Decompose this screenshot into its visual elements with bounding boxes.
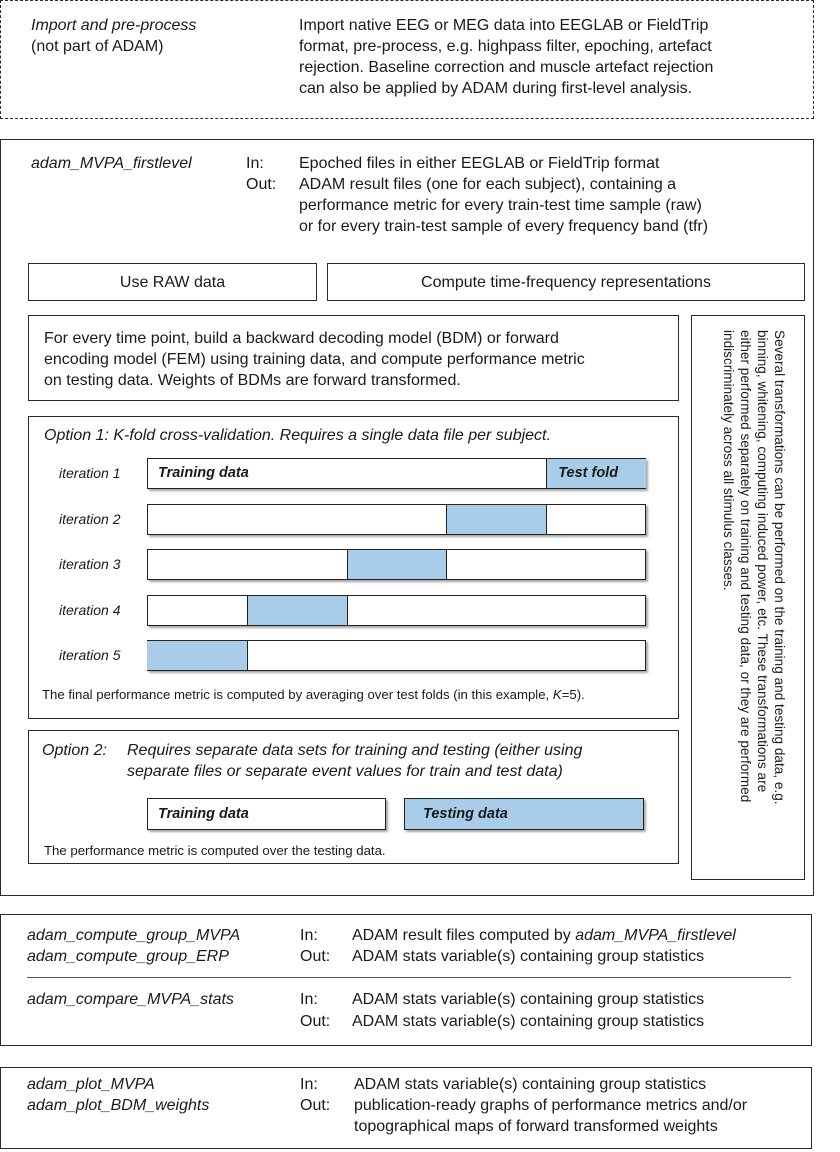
plot-in-label: In: [300,1076,318,1093]
side-note-line: binning, whitening, computing induced power, etc. These transformations are [755,330,770,793]
option1-title: Option 1: K-fold cross-validation. Requires a single data file per subject. [44,427,551,444]
raw-data-box [28,263,317,301]
import-subtitle: (not part of ADAM) [31,38,164,55]
option2-title [127,740,582,782]
iteration-label: iteration 3 [59,556,121,572]
group-in-text-a [352,925,736,946]
group-box [0,914,812,1046]
option2-footnote: The performance metric is computed over the testing data. [44,843,386,858]
test-fold-segment [247,596,348,625]
iteration-bar [147,458,646,489]
option2-title-line: separate files or separate event values for train and test data) [127,763,563,780]
iteration-label: iteration 2 [59,510,121,527]
import-description-line: can also be applied by ADAM during first-level analysis. [299,80,693,97]
iteration-bar [147,640,646,671]
model-text-line: encoding model (FEM) using training data, and compute performance metric [44,351,585,368]
iteration-label: iteration 1 [59,465,121,481]
group-function-b: adam_compare_MVPA_stats [27,991,234,1008]
side-note-line: Several transformations can be performed on the training and testing data, e.g. [772,330,787,805]
group-out-label-a: Out: [300,948,331,965]
option2-training-label: Training data [158,806,249,822]
out-text-line: or for every train-test sample of every frequency band (tfr) [299,218,709,235]
group-in-text: ADAM result files computed by [352,927,576,944]
tfr-label: Compute time-frequency representations [421,273,711,291]
option1-footnote [42,687,585,702]
training-data-label: Training data [158,465,249,481]
iteration-bar [147,595,646,626]
plot-out-line: topographical maps of forward transformed weights [354,1118,718,1135]
model-text [44,328,585,391]
side-note-line: indiscriminately across all stimulus classes. [721,330,736,591]
plot-in-text: ADAM stats variable(s) containing group statistics [354,1076,707,1093]
group-in-label-a: In: [300,927,318,944]
group-function: adam_compute_group_MVPA [27,927,241,944]
footnote-k: K [552,687,562,702]
out-text-line: ADAM result files (one for each subject), containing a [299,176,677,193]
import-box [0,0,814,119]
import-description-line: format, pre-process, e.g. highpass filter, epoching, artefact [299,38,712,55]
test-fold-segment [147,641,248,670]
footnote-text: The final performance metric is computed by averaging over test folds (in this example, [42,687,553,702]
import-description-line: Import native EEG or MEG data into EEGLAB or FieldTrip [299,17,709,34]
firstlevel-out-label: Out: [246,176,277,193]
option2-testing-bar [404,798,644,830]
test-fold-segment [546,459,646,488]
model-box [28,315,679,401]
option2-training-bar [147,798,386,830]
group-in-label-b: In: [300,991,318,1008]
plot-out-text [354,1095,747,1137]
out-text-line: performance metric for every train-test time sample (raw) [299,197,702,214]
plot-function: adam_plot_BDM_weights [27,1097,210,1114]
side-note-box [691,315,805,880]
tfr-box [327,263,805,301]
group-in-function: adam_MVPA_firstlevel [575,927,736,944]
group-out-text-b: ADAM stats variable(s) containing group statistics [352,1013,705,1030]
firstlevel-in-label: In: [246,155,264,172]
firstlevel-out-text [299,174,708,237]
group-out-label-b: Out: [300,1013,331,1030]
group-function: adam_compute_group_ERP [27,948,229,965]
firstlevel-function-name: adam_MVPA_firstlevel [31,155,192,172]
option2-box [28,730,679,864]
plot-functions [27,1074,209,1116]
group-divider [27,977,791,978]
side-note-line: either performed separately on training and testing data, or they are performed [738,330,753,803]
option2-testing-label: Testing data [423,806,508,822]
test-fold-segment [347,550,448,579]
option2-title-line: Requires separate data sets for training and testing (either using [127,742,583,759]
option1-box [28,416,679,719]
model-text-line: on testing data. Weights of BDMs are forward transformed. [44,372,461,389]
model-text-line: For every time point, build a backward decoding model (BDM) or forward [44,330,559,347]
group-in-text-b: ADAM stats variable(s) containing group statistics [352,991,705,1008]
plot-box [0,1067,812,1149]
plot-out-line: publication-ready graphs of performance metrics and/or [354,1097,748,1114]
option2-label: Option 2: [42,742,107,759]
import-description [299,15,713,99]
iteration-label: iteration 4 [59,601,121,618]
plot-function: adam_plot_MVPA [27,1076,155,1093]
test-fold-segment [446,505,547,534]
firstlevel-in-text: Epoched files in either EEGLAB or FieldTrip format [299,155,660,172]
firstlevel-box [0,139,814,896]
import-title: Import and pre-process [31,17,197,34]
iteration-bar [147,549,646,580]
raw-data-label: Use RAW data [119,273,226,291]
iteration-label: iteration 5 [59,647,121,663]
footnote-text-end: =5). [561,687,585,702]
plot-out-label: Out: [300,1097,331,1114]
iteration-bar [147,504,646,535]
import-description-line: rejection. Baseline correction and muscle artefact rejection [299,59,714,76]
test-fold-label: Test fold [558,465,619,481]
side-note-text [720,330,788,870]
group-out-text-a: ADAM stats variable(s) containing group statistics [352,948,705,965]
group-functions-a [27,925,240,967]
